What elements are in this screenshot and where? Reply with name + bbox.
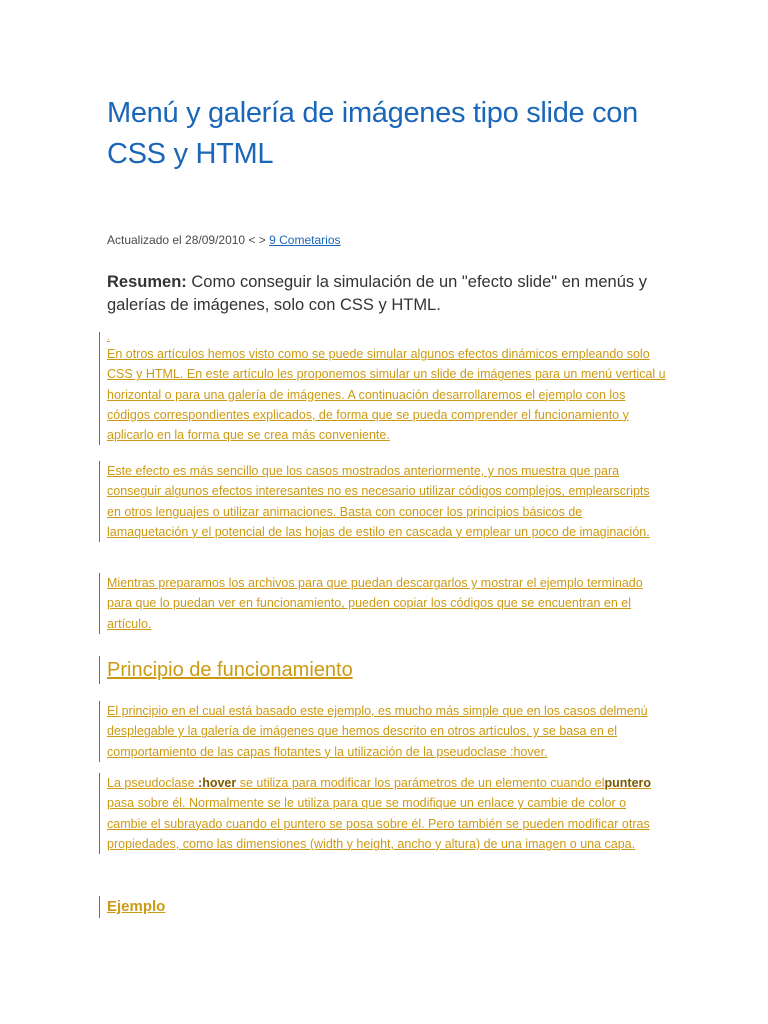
section-heading-example[interactable]: Ejemplo [107,898,166,915]
intro-paragraph-1[interactable]: En otros artículos hemos visto como se puede simular algunos efectos dinámicos empleando solo CSS y HTML. En este artículo les proponemos simular un slide de imágenes para un menú vertical u horizontal o para una galería de imágenes. A continuación desarrollaremos el ejemplo con los códigos correspondientes explicados, de forma que se pueda comprender el funcionamiento y aplicarlo en la forma que se crea más conveniente. [107,347,666,443]
summary [107,271,667,317]
summary-text: Como conseguir la simulación de un "efecto slide" en menús y galerías de imágenes, solo con CSS y HTML. [107,273,647,314]
principle-paragraph-1[interactable]: El principio en el cual está basado este ejemplo, es mucho más simple que en los casos delmenú desplegable y la galería de imágenes que hemos descrito en otros artículos, y se basa en el comportamiento de las capas flotantes y la utilización de la pseudoclase :hover. [107,704,648,759]
principle-block-1 [99,701,667,762]
updated-date: Actualizado el 28/09/2010 < > [107,233,270,247]
intro-paragraph-2[interactable]: Este efecto es más sencillo que los casos mostrados anteriormente, y nos muestra que para conseguir algunos efectos interesantes no es necesario utilizar códigos complejos, emplearscripts en otros lenguajes o utilizar animaciones. Basta con conocer los principios básicos de lamaquetación y el potencial de las hojas de estilo en cascada y emplear un poco de imaginación. [107,464,650,539]
principle-block-2 [99,773,667,854]
article-meta [107,232,341,248]
p2-text-c: se utiliza para modificar los parámetros de un elemento cuando el [236,776,605,790]
puntero-keyword: puntero [604,776,652,790]
principle-paragraph-2[interactable] [107,773,667,854]
p2-text-a: La pseudoclase [107,776,199,790]
intro-dot: . [107,332,110,343]
example-heading-block [99,896,667,918]
hover-keyword: :hover [198,776,237,790]
section-heading-principle[interactable]: Principio de funcionamiento [107,659,353,681]
intro-block-2 [99,461,667,542]
summary-label: Resumen: [107,273,187,291]
intro-block-3 [99,573,667,634]
page-title: Menú y galería de imágenes tipo slide con CSS y HTML [107,97,638,170]
p2-text-e: pasa sobre él. Normalmente se le utiliza para que se modifique un enlace y cambie de color o cambie el subrayado cuando el puntero se posa sobre él. Pero también se pueden modificar otras propiedades, como las dimensiones (width y height, ancho y altura) de una imagen o una capa. [107,796,650,851]
intro-block [99,332,667,445]
intro-paragraph-3[interactable]: Mientras preparamos los archivos para que puedan descargarlos y mostrar el ejemplo terminado para que lo puedan ver en funcionamiento, pueden copiar los códigos que se encuentran en el artículo. [107,576,643,631]
comments-link[interactable]: 9 Cometarios [269,233,341,247]
section-heading-block [99,656,667,684]
